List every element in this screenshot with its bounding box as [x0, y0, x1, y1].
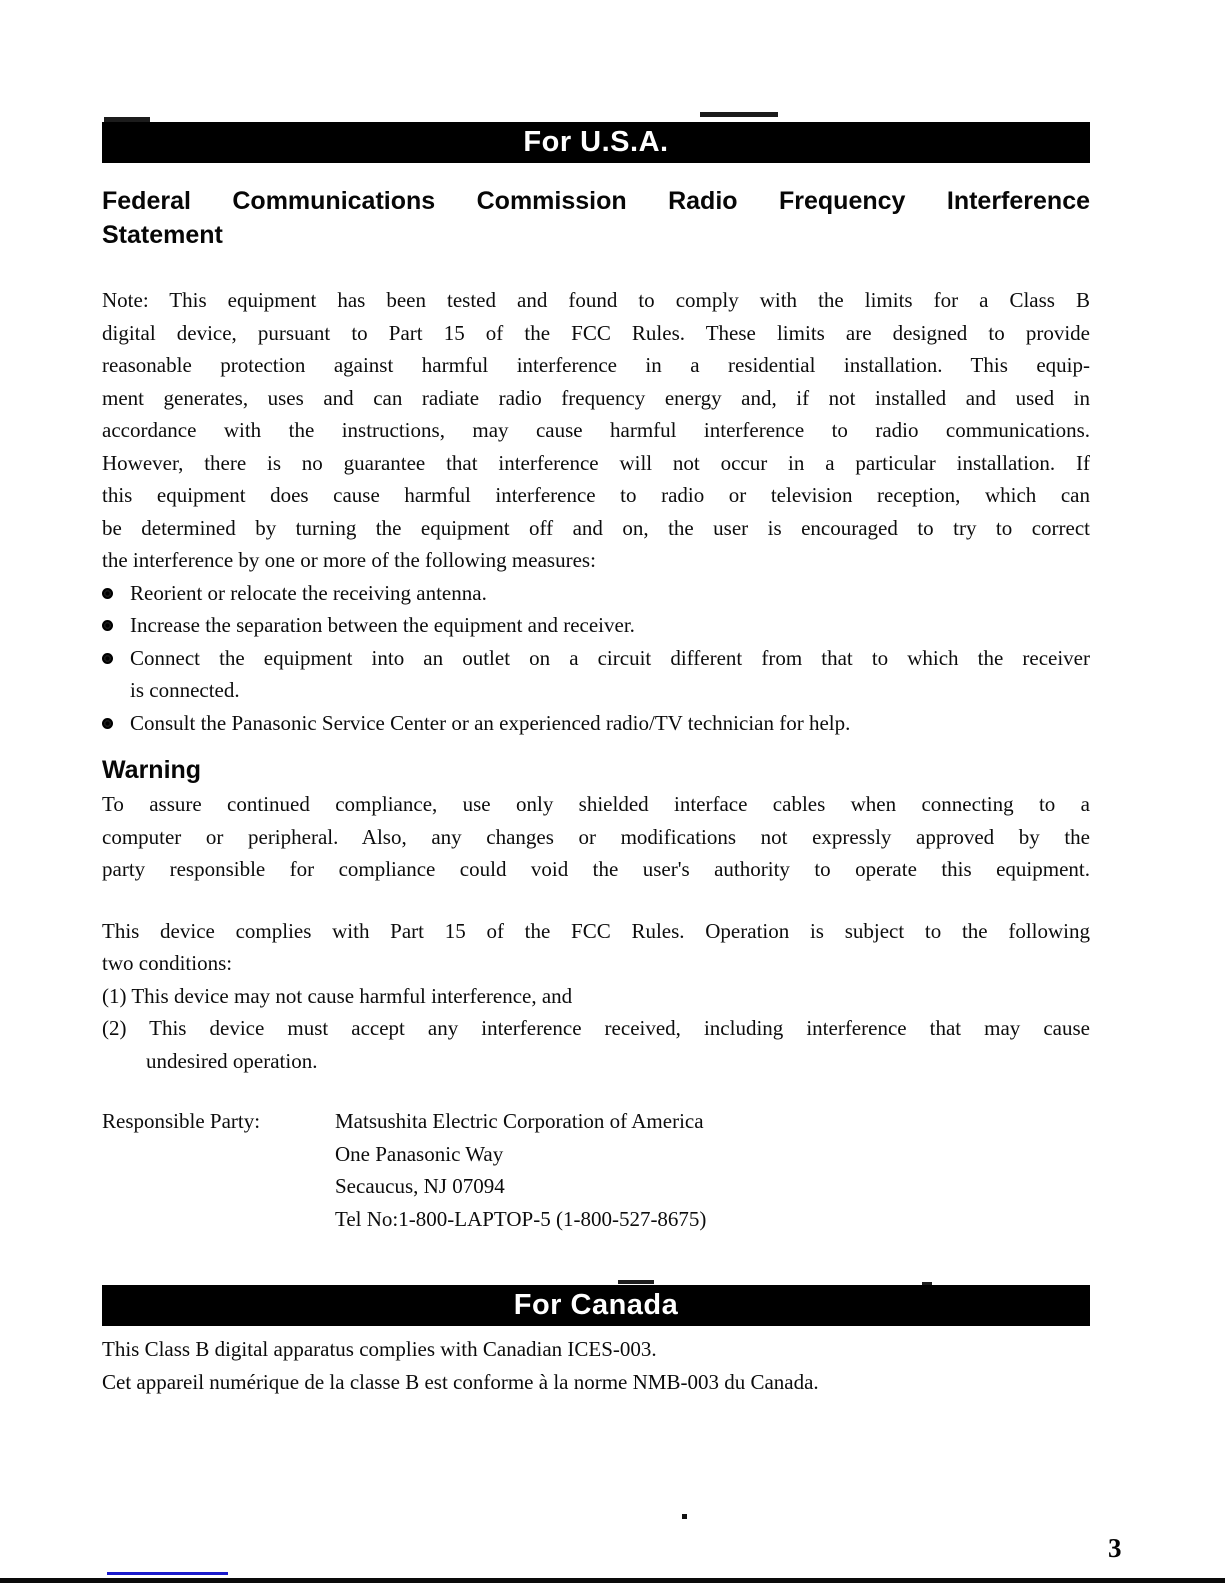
responsible-party-details	[335, 1105, 1090, 1235]
paragraph-line: accordance with the instructions, may cause harmful interference to radio communications.	[102, 418, 1090, 442]
paragraph-line: Consult the Panasonic Service Center or an experienced radio/TV technician for help.	[130, 710, 851, 735]
paragraph-line: two conditions:	[102, 951, 233, 975]
paragraph-line: Cet appareil numérique de la classe B est conforme à la norme NMB-003 du Canada.	[102, 1369, 819, 1394]
paragraph-line: undesired operation.	[146, 1048, 318, 1073]
paragraph-line: digital device, pursuant to Part 15 of the FCC Rules. These limits are designed to provide	[102, 320, 1090, 345]
paragraph-line: This Class B digital apparatus complies with Canadian ICES-003.	[102, 1337, 657, 1361]
section-banner-canada	[102, 1285, 1090, 1326]
paragraph-line: Reorient or relocate the receiving antenna.	[130, 580, 487, 605]
paragraph-line: (1) This device may not cause harmful interference, and	[102, 983, 573, 1008]
bullet-marker-icon	[102, 609, 130, 642]
fcc-heading-line: Federal Communications Commission Radio Frequency Interference	[102, 187, 1090, 215]
paragraph-line: party responsible for compliance could void the user's authority to operate this equipment.	[102, 857, 1090, 881]
fcc-intro-paragraph	[102, 284, 1090, 577]
paragraph-line: To assure continued compliance, use only shielded interface cables when connecting to a	[102, 792, 1090, 816]
bullet-text	[130, 642, 1090, 707]
responsible-party-row	[102, 1105, 1090, 1235]
fcc-heading-line: Statement	[102, 221, 223, 249]
usa-banner-title: For U.S.A.	[523, 126, 669, 158]
bullet-item	[102, 577, 1090, 610]
paragraph-line: Connect the equipment into an outlet on a circuit different from that to which the receiver	[130, 645, 1090, 670]
responsible-party-line: Tel No:1-800-LAPTOP-5 (1-800-527-8675)	[335, 1206, 707, 1231]
footer-accent-line	[107, 1572, 228, 1575]
paragraph-line: This device complies with Part 15 of the FCC Rules. Operation is subject to the following	[102, 918, 1090, 943]
scan-artifact	[922, 1282, 932, 1285]
bullet-marker-icon	[102, 577, 130, 610]
paragraph-line: (2) This device must accept any interference received, including interference that may cause	[102, 1016, 1090, 1040]
bullet-item	[102, 609, 1090, 642]
warning-heading: Warning	[102, 756, 202, 784]
responsible-party-line: Matsushita Electric Corporation of America	[335, 1109, 704, 1133]
paragraph-line: computer or peripheral. Also, any changes or modifications not expressly approved by the	[102, 824, 1090, 849]
responsible-party-line: Secaucus, NJ 07094	[335, 1174, 505, 1198]
page-content	[102, 0, 1090, 1398]
bullet-item	[102, 642, 1090, 707]
responsible-party-line: One Panasonic Way	[335, 1141, 504, 1166]
paragraph-line: ment generates, uses and can radiate radio frequency energy and, if not installed and used in	[102, 385, 1090, 410]
period-artifact	[682, 1514, 687, 1519]
section-banner-usa	[102, 122, 1090, 163]
paragraph-line: this equipment does cause harmful interference to radio or television reception, which can	[102, 483, 1090, 507]
bullet-marker-icon	[102, 707, 130, 740]
paragraph-line: Increase the separation between the equipment and receiver.	[130, 613, 635, 637]
scan-artifact	[390, 1327, 442, 1331]
paragraph-line: the interference by one or more of the following measures:	[102, 548, 596, 572]
paragraph-line: reasonable protection against harmful interference in a residential installation. This equip-	[102, 353, 1090, 377]
scan-artifact	[618, 1280, 654, 1284]
warning-paragraph	[102, 788, 1090, 886]
page-number: 3	[1108, 1533, 1122, 1563]
canada-paragraph	[102, 1333, 1090, 1398]
paragraph-line: be determined by turning the equipment off and on, the user is encouraged to try to correct	[102, 515, 1090, 540]
paragraph-line: is connected.	[130, 678, 240, 702]
canada-banner-title: For Canada	[513, 1289, 679, 1321]
bullet-text	[130, 609, 1090, 642]
paragraph-line: However, there is no guarantee that interference will not occur in a particular installation. If	[102, 450, 1090, 475]
bullet-item	[102, 707, 1090, 740]
bullet-list	[102, 577, 1090, 740]
responsible-party-label: Responsible Party:	[102, 1109, 261, 1133]
footer-rule	[0, 1578, 1225, 1583]
bullet-marker-icon	[102, 642, 130, 707]
bullet-text	[130, 707, 1090, 740]
paragraph-line: Note: This equipment has been tested and found to comply with the limits for a Class B	[102, 288, 1090, 312]
fcc-heading	[102, 184, 1090, 252]
device-compliance-paragraph	[102, 915, 1090, 1078]
bullet-text	[130, 577, 1090, 610]
